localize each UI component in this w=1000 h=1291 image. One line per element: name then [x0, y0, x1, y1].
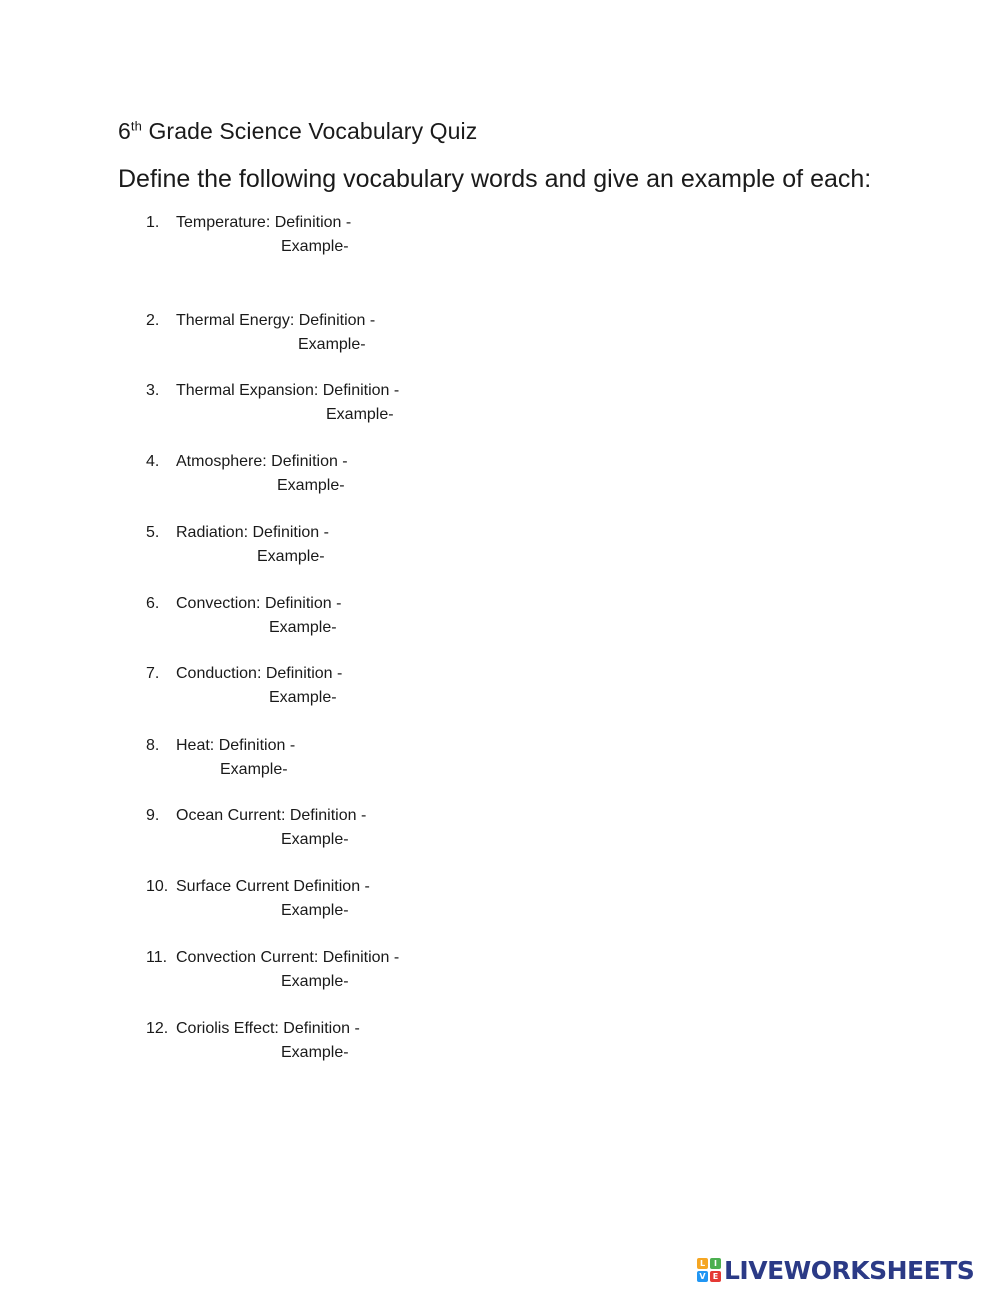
item-example-label: Example- — [269, 619, 337, 636]
item-example-label: Example- — [257, 548, 325, 565]
page-title — [118, 118, 477, 145]
list-item — [0, 214, 1000, 264]
list-item — [0, 595, 1000, 645]
item-number: 6. — [146, 595, 160, 612]
item-number: 5. — [146, 524, 160, 541]
item-number: 3. — [146, 382, 160, 399]
item-number: 10. — [146, 878, 169, 895]
list-item — [0, 807, 1000, 857]
logo-icon-letter: I — [710, 1258, 721, 1269]
list-item — [0, 878, 1000, 928]
list-item — [0, 737, 1000, 787]
liveworksheets-logo[interactable] — [697, 1255, 974, 1285]
instructions: Define the following vocabulary words and give an example of each: — [118, 165, 872, 193]
item-definition-label: Radiation: Definition - — [176, 524, 329, 541]
item-number: 11. — [146, 949, 168, 966]
list-item — [0, 949, 1000, 999]
logo-icon-letter: L — [697, 1258, 708, 1269]
item-example-label: Example- — [220, 761, 288, 778]
item-example-label: Example- — [281, 902, 349, 919]
item-example-label: Example- — [269, 689, 337, 706]
item-definition-label: Coriolis Effect: Definition - — [176, 1020, 360, 1037]
title-number: 6 — [118, 118, 131, 144]
list-item — [0, 453, 1000, 503]
item-definition-label: Ocean Current: Definition - — [176, 807, 367, 824]
list-item — [0, 524, 1000, 574]
item-example-label: Example- — [281, 1044, 349, 1061]
logo-text: LIVEWORKSHEETS — [724, 1255, 975, 1285]
item-number: 2. — [146, 312, 160, 329]
item-example-label: Example- — [326, 406, 394, 423]
item-definition-label: Atmosphere: Definition - — [176, 453, 348, 470]
item-number: 4. — [146, 453, 160, 470]
title-superscript: th — [130, 118, 142, 134]
item-definition-label: Temperature: Definition - — [176, 214, 352, 231]
logo-icon-letter: E — [710, 1271, 721, 1282]
list-item — [0, 665, 1000, 715]
title-text: Grade Science Vocabulary Quiz — [141, 118, 478, 144]
item-definition-label: Convection: Definition - — [176, 595, 342, 612]
item-number: 9. — [146, 807, 160, 824]
item-definition-label: Thermal Expansion: Definition - — [176, 382, 400, 399]
item-number: 12. — [146, 1020, 169, 1037]
item-number: 7. — [146, 665, 160, 682]
list-item — [0, 1020, 1000, 1070]
item-number: 8. — [146, 737, 160, 754]
item-example-label: Example- — [277, 477, 345, 494]
item-definition-label: Heat: Definition - — [176, 737, 296, 754]
live-icon — [697, 1258, 721, 1282]
item-definition-label: Convection Current: Definition - — [176, 949, 400, 966]
item-number: 1. — [146, 214, 160, 231]
list-item — [0, 312, 1000, 362]
item-example-label: Example- — [281, 238, 349, 255]
item-definition-label: Surface Current Definition - — [176, 878, 370, 895]
item-example-label: Example- — [281, 973, 349, 990]
item-example-label: Example- — [298, 336, 366, 353]
item-definition-label: Thermal Energy: Definition - — [176, 312, 376, 329]
item-example-label: Example- — [281, 831, 349, 848]
logo-icon-letter: V — [697, 1271, 708, 1282]
item-definition-label: Conduction: Definition - — [176, 665, 343, 682]
list-item — [0, 382, 1000, 432]
